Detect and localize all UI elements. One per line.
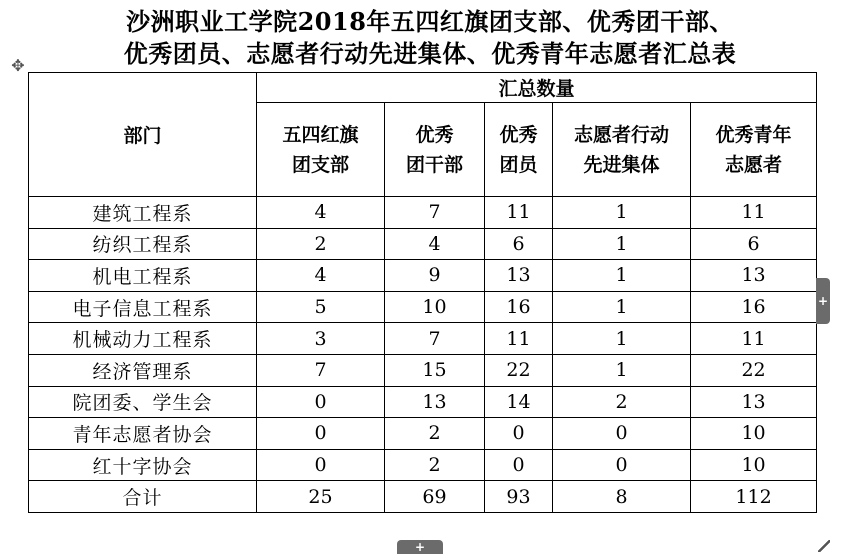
dept-header: 部门 <box>29 73 257 197</box>
value-cell: 0 <box>485 418 553 450</box>
value-cell: 7 <box>385 197 485 229</box>
value-cell: 16 <box>691 291 817 323</box>
value-cell: 16 <box>485 291 553 323</box>
table-row <box>29 354 817 386</box>
table-row <box>29 228 817 260</box>
total-row <box>29 481 817 513</box>
value-cell: 1 <box>553 354 691 386</box>
add-column-button[interactable]: + <box>816 278 830 324</box>
value-cell: 11 <box>485 323 553 355</box>
dept-cell: 经济管理系 <box>29 354 257 386</box>
value-cell: 1 <box>553 228 691 260</box>
table-row <box>29 323 817 355</box>
value-cell: 7 <box>385 323 485 355</box>
dept-cell: 院团委、学生会 <box>29 386 257 418</box>
table-row <box>29 291 817 323</box>
value-cell: 11 <box>691 197 817 229</box>
value-cell: 0 <box>553 449 691 481</box>
value-cell: 2 <box>385 449 485 481</box>
column-header: 五四红旗 团支部 <box>257 103 385 197</box>
value-cell: 1 <box>553 323 691 355</box>
dept-cell: 建筑工程系 <box>29 197 257 229</box>
value-cell: 9 <box>385 260 485 292</box>
value-cell: 10 <box>691 449 817 481</box>
group-header: 汇总数量 <box>257 73 817 103</box>
table-move-icon[interactable]: ✥ <box>11 56 25 75</box>
value-cell: 0 <box>257 386 385 418</box>
dept-cell: 青年志愿者协会 <box>29 418 257 450</box>
value-cell: 4 <box>257 260 385 292</box>
value-cell: 22 <box>485 354 553 386</box>
title-line-1: 沙洲职业工学院2018年五四红旗团支部、优秀团干部、 <box>126 7 734 36</box>
dept-cell: 机械动力工程系 <box>29 323 257 355</box>
value-cell: 4 <box>385 228 485 260</box>
value-cell: 3 <box>257 323 385 355</box>
value-cell: 25 <box>257 481 385 513</box>
dept-cell: 合计 <box>29 481 257 513</box>
value-cell: 6 <box>485 228 553 260</box>
value-cell: 14 <box>485 386 553 418</box>
value-cell: 6 <box>691 228 817 260</box>
dept-cell: 红十字协会 <box>29 449 257 481</box>
title-line-2: 优秀团员、志愿者行动先进集体、优秀青年志愿者汇总表 <box>123 39 737 68</box>
dept-cell: 电子信息工程系 <box>29 291 257 323</box>
value-cell: 1 <box>553 291 691 323</box>
column-header: 优秀 团员 <box>485 103 553 197</box>
value-cell: 11 <box>485 197 553 229</box>
table-row <box>29 260 817 292</box>
value-cell: 15 <box>385 354 485 386</box>
value-cell: 13 <box>691 386 817 418</box>
value-cell: 4 <box>257 197 385 229</box>
value-cell: 1 <box>553 260 691 292</box>
value-cell: 0 <box>553 418 691 450</box>
column-header: 志愿者行动 先进集体 <box>553 103 691 197</box>
value-cell: 10 <box>691 418 817 450</box>
summary-table <box>28 72 817 513</box>
table-resize-icon[interactable] <box>818 540 830 552</box>
value-cell: 0 <box>485 449 553 481</box>
value-cell: 2 <box>257 228 385 260</box>
value-cell: 13 <box>691 260 817 292</box>
table-row <box>29 449 817 481</box>
dept-cell: 机电工程系 <box>29 260 257 292</box>
value-cell: 13 <box>485 260 553 292</box>
value-cell: 2 <box>385 418 485 450</box>
value-cell: 2 <box>553 386 691 418</box>
add-row-button[interactable]: + <box>397 540 443 554</box>
value-cell: 112 <box>691 481 817 513</box>
table-row <box>29 418 817 450</box>
value-cell: 0 <box>257 449 385 481</box>
table-row <box>29 197 817 229</box>
value-cell: 5 <box>257 291 385 323</box>
value-cell: 7 <box>257 354 385 386</box>
dept-cell: 纺织工程系 <box>29 228 257 260</box>
value-cell: 22 <box>691 354 817 386</box>
value-cell: 8 <box>553 481 691 513</box>
document-title <box>0 6 860 70</box>
value-cell: 69 <box>385 481 485 513</box>
table-row <box>29 386 817 418</box>
value-cell: 10 <box>385 291 485 323</box>
column-header: 优秀青年 志愿者 <box>691 103 817 197</box>
value-cell: 0 <box>257 418 385 450</box>
value-cell: 93 <box>485 481 553 513</box>
value-cell: 11 <box>691 323 817 355</box>
column-header: 优秀 团干部 <box>385 103 485 197</box>
value-cell: 1 <box>553 197 691 229</box>
value-cell: 13 <box>385 386 485 418</box>
